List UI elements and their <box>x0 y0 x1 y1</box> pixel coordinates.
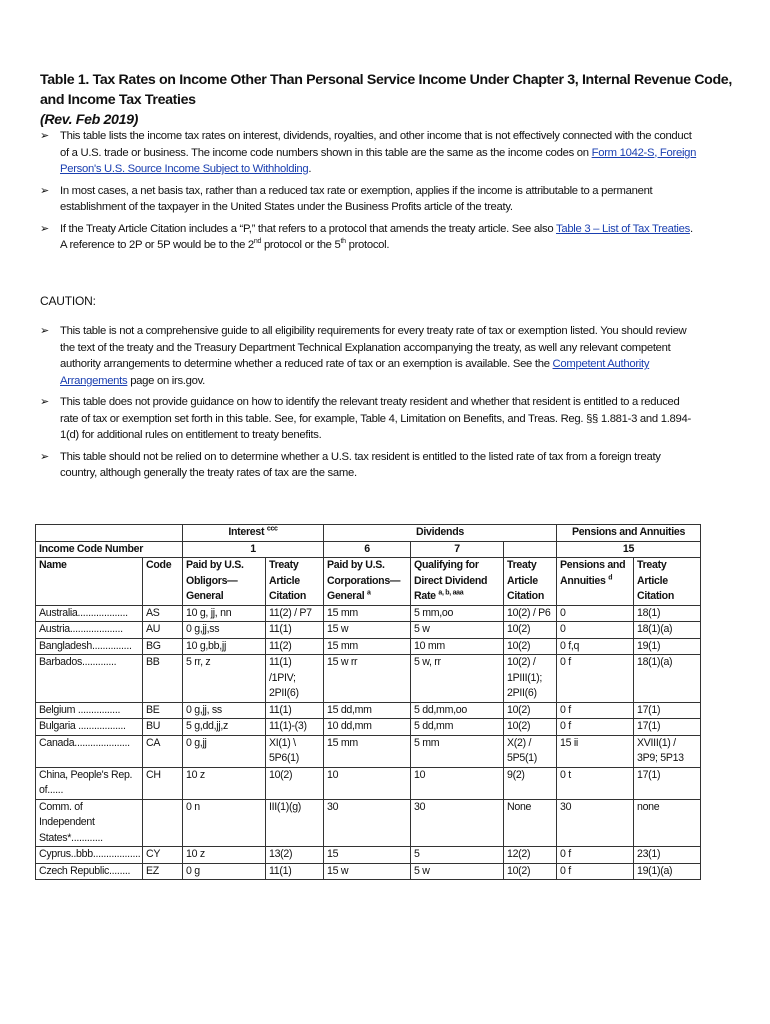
cell-int-art: 11(2) <box>266 638 324 655</box>
cell-pen: 0 f <box>557 655 634 703</box>
cell-int: 0 g,jj,ss <box>183 622 266 639</box>
cell-name: Bulgaria .................. <box>36 719 143 736</box>
cell-code <box>143 799 183 847</box>
cell-pen: 0 f <box>557 719 634 736</box>
cell-div6: 30 <box>324 799 411 847</box>
cell-div6: 10 <box>324 767 411 799</box>
header-interest-rate: Paid by U.S. Obligors— General <box>183 558 266 606</box>
header-pension-rate: Pensions and Annuities $^d$ <box>557 558 634 606</box>
cell-div7: 5 mm,oo <box>411 605 504 622</box>
arrow-bullet-icon: ➢ <box>40 396 49 408</box>
cell-pen-art: 19(1) <box>634 638 701 655</box>
header-div6-rate: Paid by U.S. Corporations— General $^a$ <box>324 558 411 606</box>
tax-rates-table <box>35 524 701 880</box>
cell-name: China, People's Rep. of...... <box>36 767 143 799</box>
cell-int: 0 g <box>183 863 266 880</box>
cell-int-art: 11(2) / P7 <box>266 605 324 622</box>
title-main: Table 1. Tax Rates on Income Other Than Personal Service Income Under Chapter 3, Internal Revenue Code, and Income Tax Treaties <box>40 72 732 108</box>
cell-div-art: None <box>504 799 557 847</box>
cell-code: AS <box>143 605 183 622</box>
cell-pen: 0 t <box>557 767 634 799</box>
cell-div-art: 10(2) / 1PIII(1); 2PII(6) <box>504 655 557 703</box>
cell-pen: 30 <box>557 799 634 847</box>
intro-bullet-3: ➢ If the Treaty Article Citation includes a “P,” that refers to a protocol that amends the treaty article. See also Table 3 – List of Tax Treaties. A reference to 2P or 5P would be to the 2nd protocol or the 5th protocol. <box>40 222 693 251</box>
arrow-bullet-icon: ➢ <box>40 130 49 142</box>
cell-name: Austria.................... <box>36 622 143 639</box>
pensions-group-header: Pensions and Annuities <box>557 525 701 542</box>
cell-name: Czech Republic........ <box>36 863 143 880</box>
table-row <box>36 847 701 864</box>
cell-div-art: 10(2) <box>504 702 557 719</box>
caution-bullet-1: ➢ This table is not a comprehensive guide to all eligibility requirements for every treaty rate of tax or exemption listed. You should review the text of the treaty and the Treasury Department Technical Explanation accompanying the treaty, as well any relevant competent authority arrangements to determine whether a reduced rate of tax or an exemption is available. See the Competent Authority Arrangements page on irs.gov. <box>40 325 687 387</box>
cell-pen: 0 f <box>557 702 634 719</box>
cell-div-art: 10(2) <box>504 863 557 880</box>
arrow-bullet-icon: ➢ <box>40 222 49 235</box>
cell-div6: 15 w rr <box>324 655 411 703</box>
caution-bullet-3: ➢ This table should not be relied on to determine whether a U.S. tax resident is entitled to the listed rate of tax from a foreign treaty country, although generally the treaty rates of tax are the same. <box>40 450 661 479</box>
cell-pen-art: 18(1)(a) <box>634 655 701 703</box>
cell-div7: 30 <box>411 799 504 847</box>
cell-div-art: 9(2) <box>504 767 557 799</box>
cell-int-art: 11(1) <box>266 863 324 880</box>
arrow-bullet-icon: ➢ <box>40 325 49 337</box>
table-row <box>36 719 701 736</box>
cell-pen: 0 f <box>557 847 634 864</box>
cell-div6: 15 mm <box>324 735 411 767</box>
caution-bullets <box>40 323 700 487</box>
cell-pen-art: 23(1) <box>634 847 701 864</box>
form-1042s-link[interactable]: Form 1042-S, Foreign Person's U.S. Source Income Subject to Withholding <box>60 146 697 175</box>
cell-name: Comm. of Independent States*............ <box>36 799 143 847</box>
cell-int-art: 11(1) /1PIV; 2PII(6) <box>266 655 324 703</box>
column-header-row <box>36 558 701 606</box>
income-code-row <box>36 541 701 558</box>
cell-code: CA <box>143 735 183 767</box>
cell-pen-art: 18(1) <box>634 605 701 622</box>
cell-pen: 0 <box>557 622 634 639</box>
header-pension-article: Treaty Article Citation <box>634 558 701 606</box>
arrow-bullet-icon: ➢ <box>40 184 49 197</box>
table-row <box>36 799 701 847</box>
intro-bullets <box>40 128 700 259</box>
table-row <box>36 605 701 622</box>
title-revision: (Rev. Feb 2019) <box>40 112 139 128</box>
cell-div-art: 10(2) <box>504 638 557 655</box>
arrow-bullet-icon: ➢ <box>40 450 49 463</box>
table-row <box>36 638 701 655</box>
cell-pen: 0 f,q <box>557 638 634 655</box>
cell-int-art: 11(1)-(3) <box>266 719 324 736</box>
header-name: Name <box>36 558 143 606</box>
competent-authority-link[interactable]: Competent Authority Arrangements <box>60 358 650 387</box>
cell-int: 0 g,jj <box>183 735 266 767</box>
cell-div6: 15 w <box>324 863 411 880</box>
cell-int: 10 z <box>183 847 266 864</box>
cell-div7: 5 dd,mm <box>411 719 504 736</box>
cell-pen: 0 <box>557 605 634 622</box>
caution-bullet-2: ➢ This table does not provide guidance on how to identify the relevant treaty resident and whether that resident is entitled to a reduced rate of tax or exemption set forth in this table. See, for example, Table 4, Limitation on Benefits, and Treas. Reg. §§ 1.881-3 and 1.894-1(d) for additional rules on entitlement to treaty benefits. <box>40 396 691 441</box>
cell-code: BE <box>143 702 183 719</box>
cell-int: 10 g, jj, nn <box>183 605 266 622</box>
dividends-group-header: Dividends <box>324 525 557 542</box>
cell-div-art: 12(2) <box>504 847 557 864</box>
cell-int: 10 g,bb,jj <box>183 638 266 655</box>
cell-code: CY <box>143 847 183 864</box>
table-row <box>36 863 701 880</box>
income-code-interest: 1 <box>183 541 324 558</box>
header-div7-rate: Qualifying for Direct Dividend Rate $^{a, b, aaa}$ <box>411 558 504 606</box>
cell-div7: 5 w, rr <box>411 655 504 703</box>
income-code-div7: 7 <box>411 541 504 558</box>
cell-div7: 5 w <box>411 622 504 639</box>
cell-code: BU <box>143 719 183 736</box>
cell-code: AU <box>143 622 183 639</box>
cell-div7: 10 mm <box>411 638 504 655</box>
cell-pen: 0 f <box>557 863 634 880</box>
cell-div6: 15 <box>324 847 411 864</box>
cell-div7: 5 <box>411 847 504 864</box>
cell-int-art: 11(1) <box>266 702 324 719</box>
table-row <box>36 767 701 799</box>
table-group-header-row <box>36 525 701 542</box>
table-row <box>36 735 701 767</box>
table-row <box>36 655 701 703</box>
cell-name: Barbados............. <box>36 655 143 703</box>
cell-code: BG <box>143 638 183 655</box>
intro-bullet-2: ➢ In most cases, a net basis tax, rather than a reduced tax rate or exemption, applies if the income is attributable to a permanent establishment of the taxpayer in the United States under the Business Profits article of the treaty. <box>40 184 653 213</box>
cell-int-art: 11(1) <box>266 622 324 639</box>
cell-div6: 15 w <box>324 622 411 639</box>
cell-div7: 5 w <box>411 863 504 880</box>
cell-div6: 15 mm <box>324 605 411 622</box>
cell-div7: 5 mm <box>411 735 504 767</box>
cell-int-art: XI(1) \ 5P6(1) <box>266 735 324 767</box>
cell-int: 5 g,dd,jj,z <box>183 719 266 736</box>
income-code-number-label: Income Code Number <box>36 541 183 558</box>
cell-pen-art: 17(1) <box>634 767 701 799</box>
cell-pen-art: 19(1)(a) <box>634 863 701 880</box>
cell-div6: 15 mm <box>324 638 411 655</box>
table-row <box>36 702 701 719</box>
table-row <box>36 622 701 639</box>
cell-int: 5 rr, z <box>183 655 266 703</box>
table-3-link[interactable]: Table 3 – List of Tax Treaties <box>555 222 690 235</box>
cell-code: EZ <box>143 863 183 880</box>
cell-name: Canada..................... <box>36 735 143 767</box>
cell-div7: 5 dd,mm,oo <box>411 702 504 719</box>
interest-group-header: Interest $^{ccc}$ <box>183 525 324 542</box>
page-title <box>40 70 740 130</box>
cell-pen: 15 ii <box>557 735 634 767</box>
cell-div7: 10 <box>411 767 504 799</box>
cell-name: Bangladesh............... <box>36 638 143 655</box>
cell-int: 0 g,jj, ss <box>183 702 266 719</box>
cell-pen-art: none <box>634 799 701 847</box>
cell-int-art: III(1)(g) <box>266 799 324 847</box>
cell-name: Belgium ................ <box>36 702 143 719</box>
caution-heading: CAUTION: <box>40 294 96 308</box>
header-dividend-article: Treaty Article Citation <box>504 558 557 606</box>
cell-div6: 10 dd,mm <box>324 719 411 736</box>
cell-int-art: 10(2) <box>266 767 324 799</box>
income-code-div6: 6 <box>324 541 411 558</box>
cell-code: BB <box>143 655 183 703</box>
cell-int-art: 13(2) <box>266 847 324 864</box>
cell-div-art: 10(2) / P6 <box>504 605 557 622</box>
cell-div6: 15 dd,mm <box>324 702 411 719</box>
header-interest-article: Treaty Article Citation <box>266 558 324 606</box>
cell-pen-art: XVIII(1) / 3P9; 5P13 <box>634 735 701 767</box>
cell-name: Australia................... <box>36 605 143 622</box>
cell-int: 0 n <box>183 799 266 847</box>
income-code-pension: 15 <box>557 541 701 558</box>
cell-pen-art: 17(1) <box>634 719 701 736</box>
cell-div-art: 10(2) <box>504 719 557 736</box>
cell-div-art: X(2) / 5P5(1) <box>504 735 557 767</box>
header-code: Code <box>143 558 183 606</box>
cell-pen-art: 17(1) <box>634 702 701 719</box>
cell-div-art: 10(2) <box>504 622 557 639</box>
cell-int: 10 z <box>183 767 266 799</box>
intro-bullet-1: ➢ This table lists the income tax rates on interest, dividends, royalties, and other income that is not effectively connected with the conduct of a U.S. trade or business. The income code numbers shown in this table are the same as the income codes on Form 1042-S, Foreign Person's U.S. Source Income Subject to Withholding. <box>40 130 697 175</box>
cell-name: Cyprus..bbb.................. <box>36 847 143 864</box>
cell-code: CH <box>143 767 183 799</box>
cell-pen-art: 18(1)(a) <box>634 622 701 639</box>
